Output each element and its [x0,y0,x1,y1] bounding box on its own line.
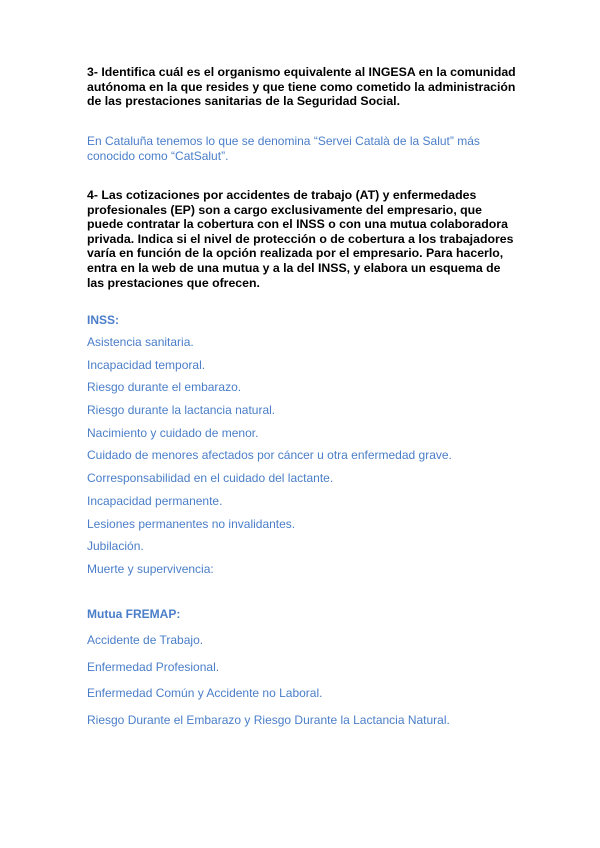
list-item: Lesiones permanentes no invalidantes. [87,516,296,531]
list-item: Asistencia sanitaria. [87,335,194,349]
inss-heading: INSS: [87,313,120,327]
inss-list [87,335,452,585]
list-item: Incapacidad permanente. [87,493,223,508]
list-item: Enfermedad Profesional. [87,659,220,674]
list-item: Riesgo Durante el Embarazo y Riesgo Durante la Lactancia Natural. [87,712,450,727]
list-item: Jubilación. [87,539,144,554]
list-item: Cuidado de menores afectados por cáncer u otra enfermedad grave. [87,448,452,463]
list-item: Riesgo durante la lactancia natural. [87,403,276,418]
list-item: Nacimiento y cuidado de menor. [87,425,259,440]
list-item: Muerte y supervivencia: [87,561,214,576]
list-item: Enfermedad Común y Accidente no Laboral. [87,686,323,700]
fremap-heading: Mutua FREMAP: [87,607,181,621]
question-4: 4- Las cotizaciones por accidentes de trabajo (AT) y enfermedades profesionales (EP) son a cargo exclusivamente del empresario, que puede contratar la cobertura con el INSS o con una mutua colaboradora privada. Indica si el nivel de protección o de cobertura a los trabajadores varía en función de la opción realizada por el empresario. Para hacerlo, entra en la web de una mutua y a la del INSS, y elabora un esquema de las prestaciones que ofrecen. [87,188,514,290]
list-item: Accidente de Trabajo. [87,633,204,647]
question-3: 3- Identifica cuál es el organismo equivalente al INGESA en la comunidad autónoma en la que resides y que tiene como cometido la administración de las prestaciones sanitarias de la Seguridad Social. [87,65,516,109]
list-item: Corresponsabilidad en el cuidado del lactante. [87,471,334,486]
list-item: Riesgo durante el embarazo. [87,380,242,395]
list-item: Incapacidad temporal. [87,357,206,372]
answer-3: En Cataluña tenemos lo que se denomina “Servei Català de la Salut” más conocido como “CatSalut”. [87,134,480,163]
fremap-list [87,633,450,739]
